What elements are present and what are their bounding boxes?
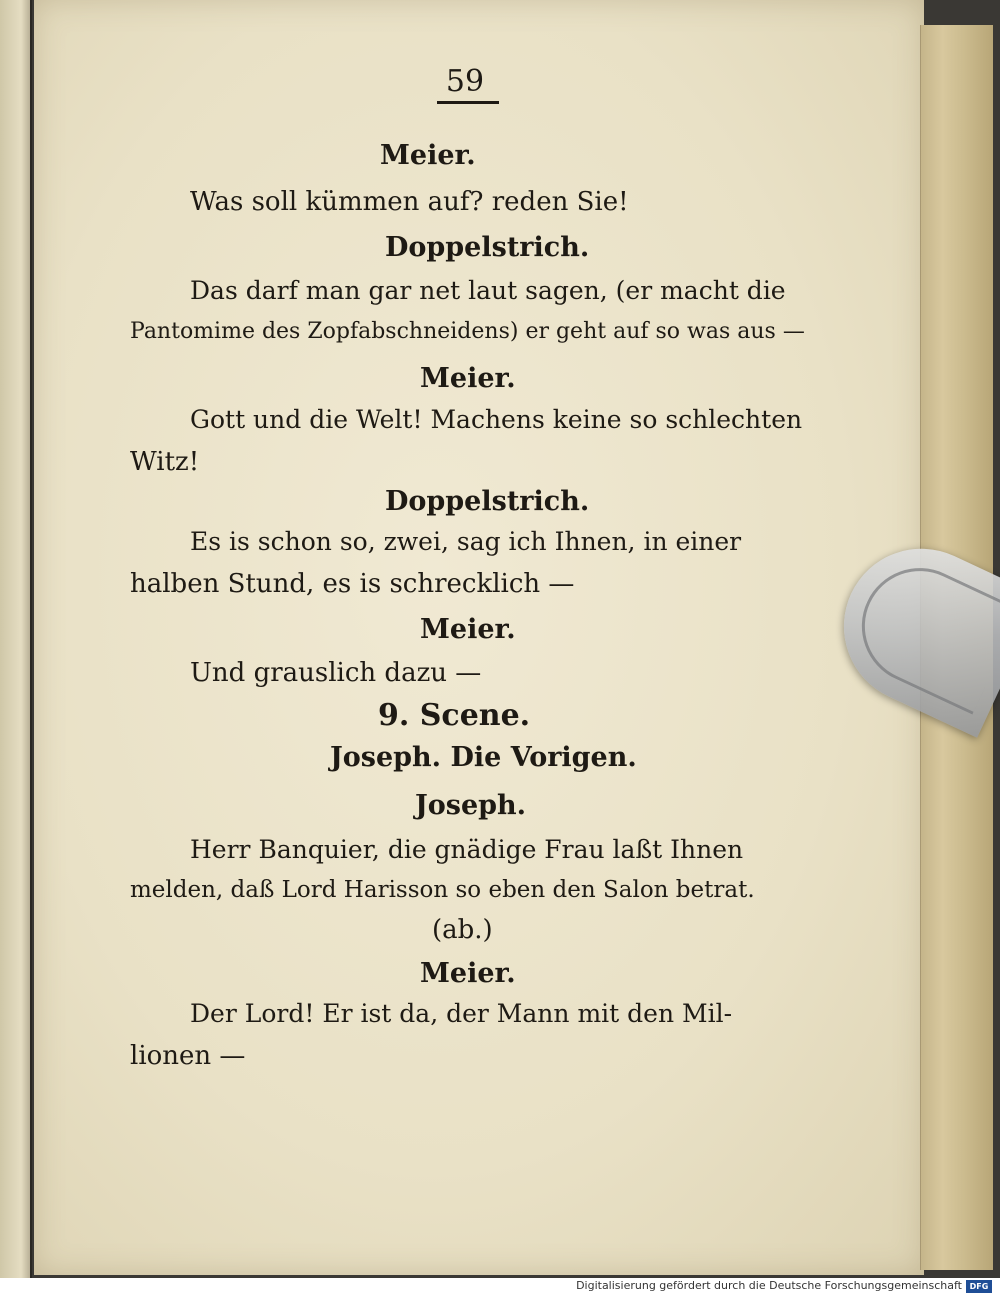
dialogue-line: Der Lord! Er ist da, der Mann mit den Mil- (190, 999, 733, 1028)
speaker-label: Joseph. (415, 790, 527, 821)
speaker-label: Doppelstrich. (385, 232, 590, 263)
dialogue-line: Pantomime des Zopfabschneidens) er geht auf so was aus — (130, 319, 805, 344)
dialogue-line: Herr Banquier, die gnädige Frau laßt Ihnen (190, 835, 744, 864)
page-number-underline (437, 101, 499, 104)
speaker-label: Doppelstrich. (385, 486, 590, 517)
dialogue-line: melden, daß Lord Harisson so eben den Salon betrat. (130, 877, 755, 903)
dialogue-line: Das darf man gar net laut sagen, (er macht die (190, 276, 786, 305)
dialogue-line: Was soll kümmen auf? reden Sie! (190, 187, 629, 217)
speaker-label: Meier. (420, 958, 516, 989)
left-page-edge (0, 0, 32, 1278)
speaker-label: Meier. (380, 140, 476, 171)
stage-direction-characters: Joseph. Die Vorigen. (330, 742, 637, 773)
stage-direction: (ab.) (432, 915, 493, 945)
page-number: 59 (445, 64, 485, 99)
dialogue-line: Es is schon so, zwei, sag ich Ihnen, in einer (190, 527, 742, 556)
footer-bar (0, 1278, 1000, 1295)
funding-credit: Digitalisierung gefördert durch die Deutsche Forschungsgemeinschaft (576, 1279, 962, 1292)
dialogue-line: Gott und die Welt! Machens keine so schlechten (190, 405, 803, 434)
scene-heading: 9. Scene. (378, 698, 531, 733)
speaker-label: Meier. (420, 614, 516, 645)
speaker-label: Meier. (420, 363, 516, 394)
dialogue-line: Witz! (130, 447, 200, 477)
dfg-logo-icon: DFG (966, 1280, 992, 1293)
dialogue-line: lionen — (130, 1041, 246, 1071)
dialogue-line: halben Stund, es is schrecklich — (130, 569, 575, 599)
dialogue-line: Und grauslich dazu — (190, 658, 482, 688)
